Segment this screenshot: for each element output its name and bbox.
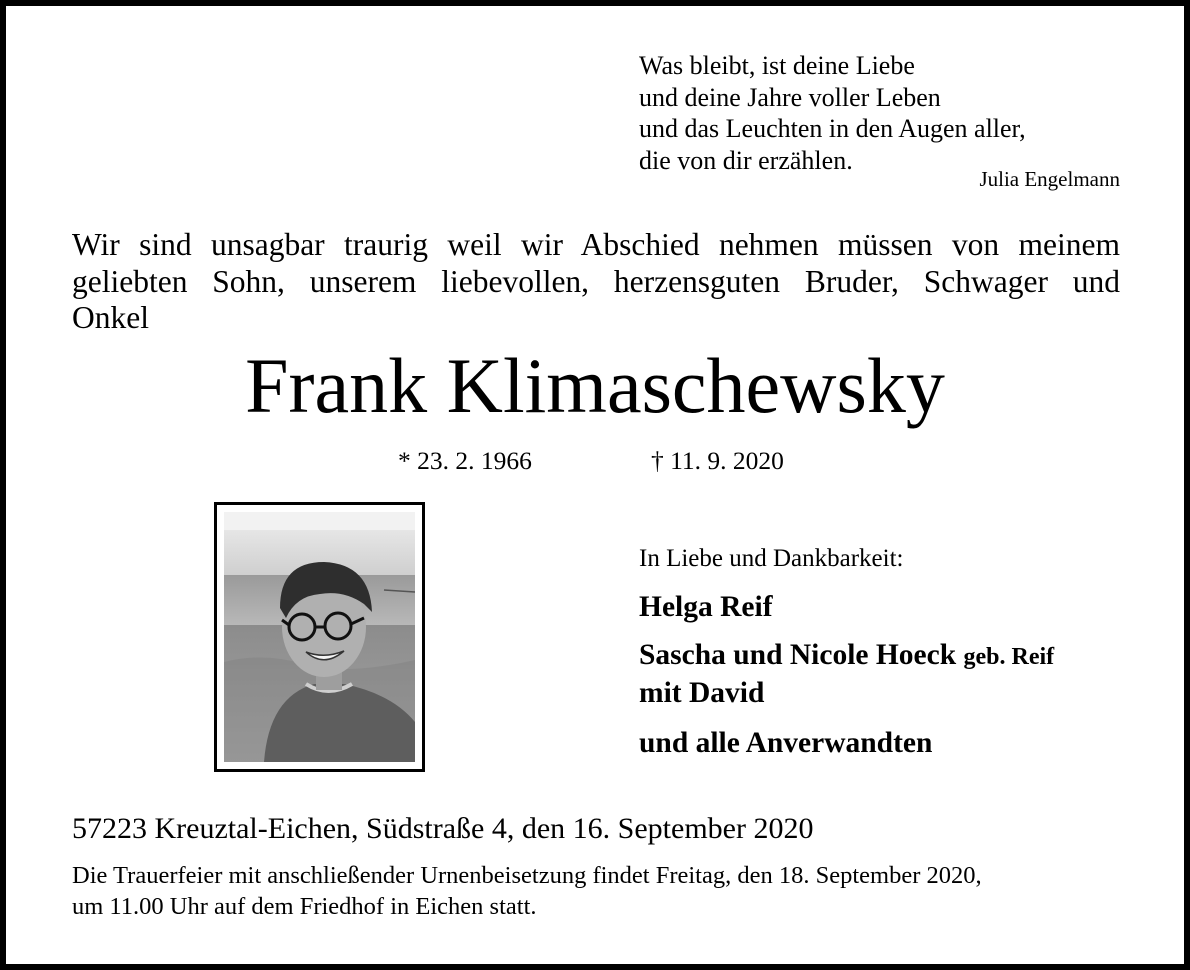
address-line: 57223 Kreuztal-Eichen, Südstraße 4, den 16. September 2020 [72, 812, 814, 845]
intro-text [72, 227, 1120, 337]
poem-line: und deine Jahre voller Leben [639, 82, 941, 112]
intro-line: geliebten Sohn, unserem liebevollen, herzensguten Bruder, Schwager und [72, 263, 1120, 299]
deceased-name: Frank Klimaschewsky [245, 342, 945, 429]
birth-date: * 23. 2. 1966 [398, 446, 532, 475]
poem-line: und das Leuchten in den Augen aller, [639, 114, 1026, 143]
poem [639, 50, 1026, 176]
service-info [72, 861, 982, 922]
mourner-couple: Sascha und Nicole Hoeck [639, 639, 957, 671]
poem-author: Julia Engelmann [979, 167, 1120, 191]
poem-line: Was bleibt, ist deine Liebe [639, 51, 915, 80]
maiden-name-note: geb. Reif [963, 644, 1055, 670]
portrait-image [224, 512, 415, 762]
mourner-name: Helga Reif [639, 591, 773, 623]
mourner-name: und alle Anverwandten [639, 727, 933, 759]
mourner-name: mit David [639, 677, 765, 709]
poem-line: die von dir erzählen. [639, 145, 853, 175]
thanks-heading: In Liebe und Dankbarkeit: [639, 545, 904, 572]
service-line: um 11.00 Uhr auf dem Friedhof in Eichen statt. [72, 892, 537, 920]
intro-line: Wir sind unsagbar traurig weil wir Abschied nehmen müssen von meinem [72, 227, 1120, 262]
portrait-photo [214, 502, 425, 772]
intro-line: Onkel [72, 300, 149, 335]
death-date: † 11. 9. 2020 [651, 446, 784, 475]
mourner-name [639, 639, 1054, 672]
service-line: Die Trauerfeier mit anschließender Urnenbeisetzung findet Freitag, den 18. September 2020, [72, 862, 982, 889]
